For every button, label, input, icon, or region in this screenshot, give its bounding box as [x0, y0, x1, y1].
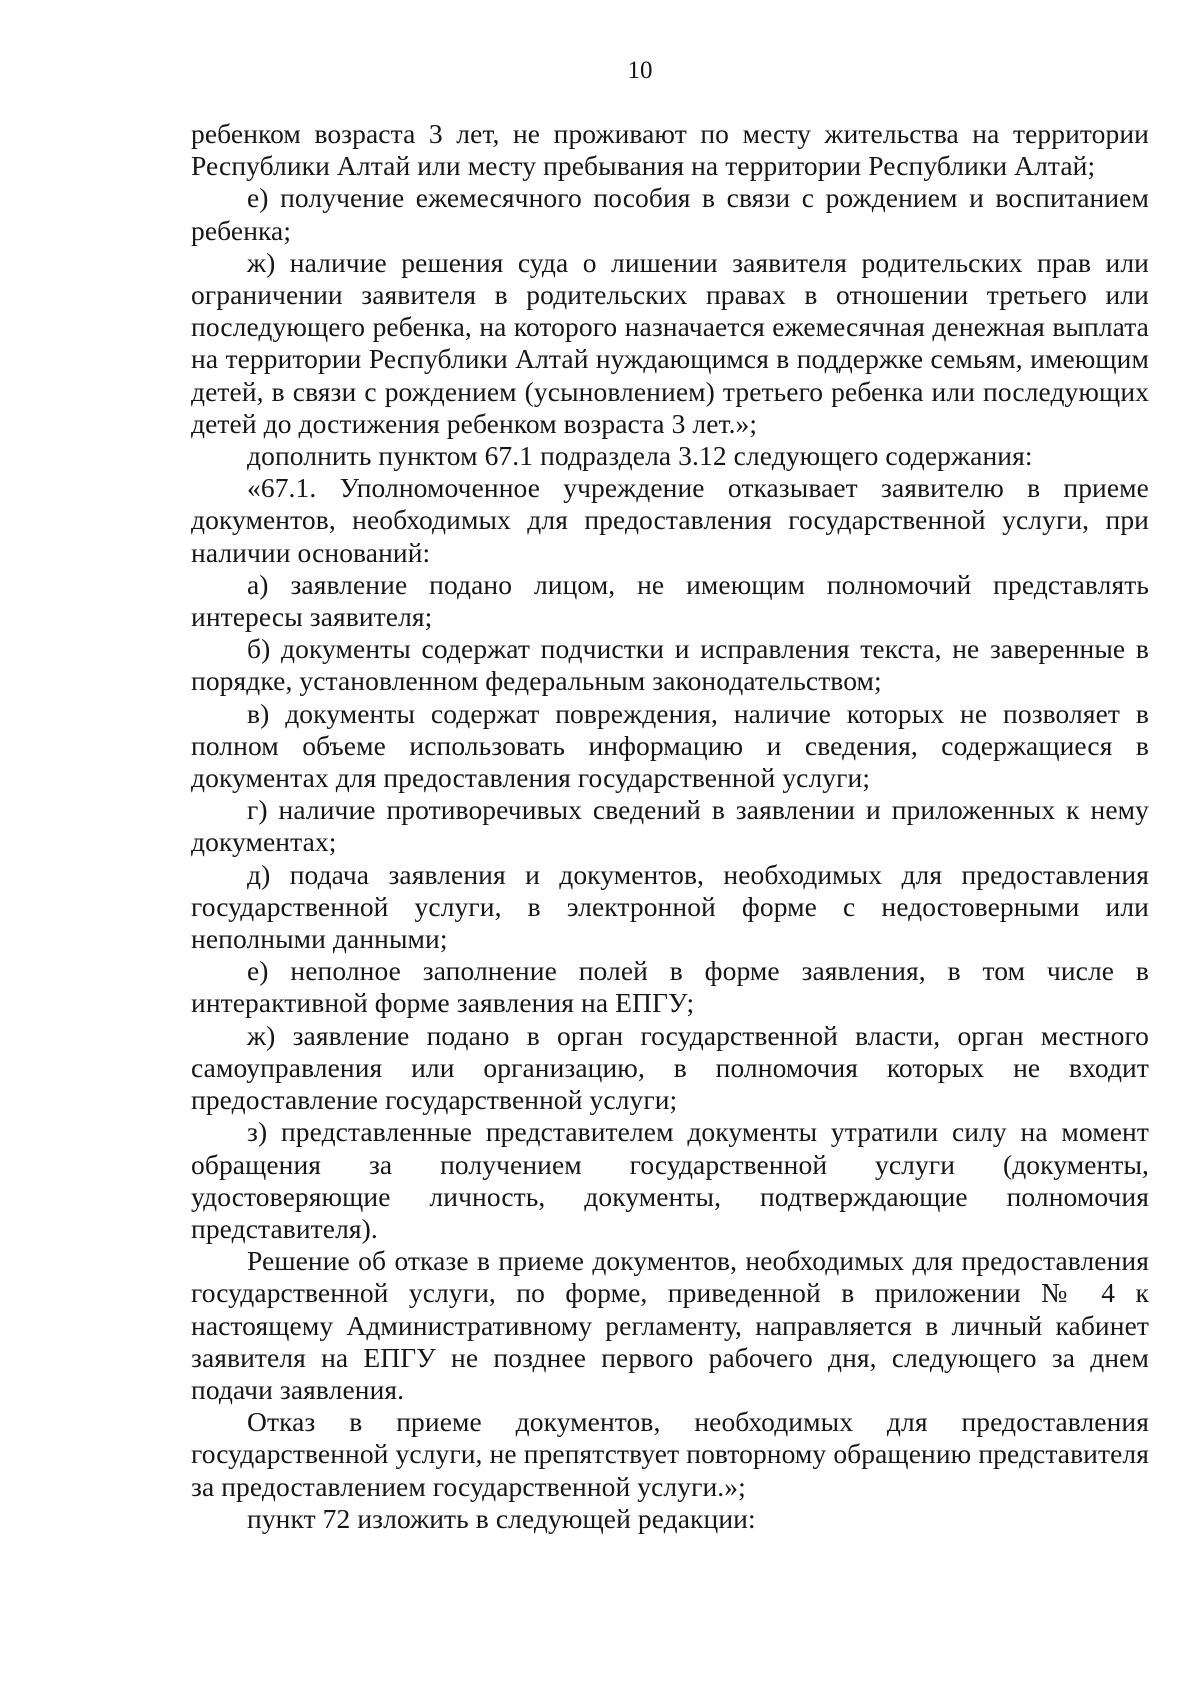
paragraph-item-v: в) документы содержат повреждения, наличие которых не позволяет в полном объеме использовать информацию и сведения, содержащиеся в документах для предоставления государственной услуги;	[191, 697, 1149, 794]
paragraph-item-g: г) наличие противоречивых сведений в заявлении и приложенных к нему документах;	[191, 794, 1149, 858]
paragraph-item-d: д) подача заявления и документов, необходимых для предоставления государственной услуги, в электронной форме с недостоверными или неполными данными;	[191, 858, 1149, 955]
paragraph-amendment-72: пункт 72 изложить в следующей редакции:	[247, 1502, 756, 1534]
paragraph-item-b: б) документы содержат подчистки и исправления текста, не заверенные в порядке, установленном федеральным законодательством;	[191, 633, 1149, 697]
paragraph-item-zh-court-decision: ж) наличие решения суда о лишении заявителя родительских прав или ограничении заявителя в родительских правах в отношении третьего или последующего ребенка, на которого назначается ежемесячная денежная выплата на территории Республики Алтай нуждающимся в поддержке семьям, имеющим детей, в связи с рождением (усыновлением) третьего ребенка или последующих детей до достижения ребенком возраста 3 лет.»;	[191, 246, 1149, 439]
paragraph-item-z: з) представленные представителем документы утратили силу на момент обращения за получением государственной услуги (документы, удостоверяющие личность, документы, подтверждающие полномочия представителя).	[191, 1116, 1149, 1244]
paragraph-item-zh: ж) заявление подано в орган государственной власти, орган местного самоуправления или организацию, в полномочия которых не входит предоставление государственной услуги;	[191, 1019, 1149, 1116]
paragraph-item-e-benefit: е) получение ежемесячного пособия в связи с рождением и воспитанием ребенка;	[191, 182, 1149, 246]
page-number: 10	[627, 57, 653, 84]
paragraph-refusal-decision: Решение об отказе в приеме документов, необходимых для предоставления государственной услуги, по форме, приведенной в приложении № 4 к настоящему Административному регламенту, направляется в личный кабинет заявителя на ЕПГУ не позднее первого рабочего дня, следующего за днем подачи заявления.	[191, 1245, 1149, 1405]
paragraph-item-e: е) неполное заполнение полей в форме заявления, в том числе в интерактивной форме заявления на ЕПГУ;	[191, 955, 1149, 1019]
paragraph-item-a: а) заявление подано лицом, не имеющим полномочий представлять интересы заявителя;	[191, 568, 1149, 633]
paragraph-clause-67-1: «67.1. Уполномоченное учреждение отказывает заявителю в приеме документов, необходимых для предоставления государственной услуги, при наличии оснований:	[191, 472, 1149, 568]
document-body	[191, 118, 1149, 1535]
paragraph-continuation: ребенком возраста 3 лет, не проживают по месту жительства на территории Республики Алтай или месту пребывания на территории Республики Алтай;	[191, 118, 1149, 182]
paragraph-amendment-67-1: дополнить пунктом 67.1 подраздела 3.12 следующего содержания:	[247, 440, 1033, 472]
paragraph-refusal-no-obstacle: Отказ в приеме документов, необходимых для предоставления государственной услуги, не препятствует повторному обращению представителя за предоставлением государственной услуги.»;	[191, 1406, 1149, 1502]
